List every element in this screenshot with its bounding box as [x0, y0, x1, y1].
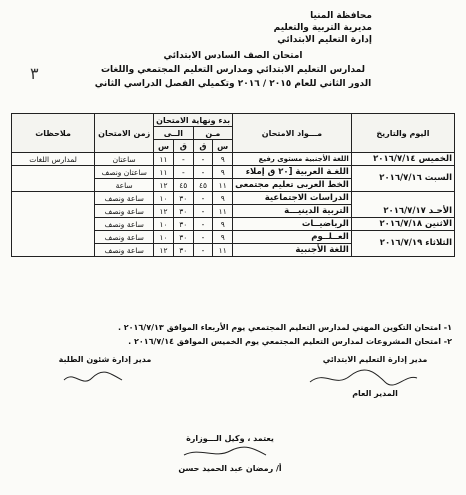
row-to-q: ٣٠: [173, 218, 193, 231]
row-subject: التربية الدينيـــة: [233, 205, 352, 218]
row-from-q: -: [193, 244, 213, 257]
row-duration: ساعة ونصف: [95, 192, 154, 205]
row-subject: الدراسات الاجتماعية: [233, 192, 352, 205]
row-from-s: ١١: [213, 244, 233, 257]
exam-title: امتحان الصف السادس الابتدائي: [163, 51, 303, 61]
header-s: س: [213, 140, 233, 153]
header-duration: زمن الامتحان: [95, 114, 154, 153]
row-day: السبت ٢٠١٦/٧/١٦: [351, 166, 454, 192]
row-to-s: ١١: [154, 166, 174, 179]
row-from-s: ٩: [213, 231, 233, 244]
row-to-q: -: [173, 166, 193, 179]
row-subject: الرياضيــات: [233, 218, 352, 231]
row-duration: ساعة ونصف: [95, 231, 154, 244]
row-duration: ساعة ونصف: [95, 218, 154, 231]
row-to-q: ٣٠: [173, 244, 193, 257]
page-mark: ٣: [30, 64, 39, 83]
row-to-s: ١١: [154, 153, 174, 166]
row-from-q: -: [193, 192, 213, 205]
row-from-q: -: [193, 153, 213, 166]
row-duration: ساعتان: [95, 153, 154, 166]
student-affairs-signature: [60, 368, 130, 390]
primary-director-title: مدير إدارة التعليم الابتدائي: [322, 355, 428, 364]
administration-line: إدارة التعليم الابتدائي: [277, 35, 372, 45]
header-from: مـن: [193, 127, 232, 140]
header-to: الــى: [154, 127, 193, 140]
row-to-s: ١٢: [154, 205, 174, 218]
exam-subtitle: لمدارس التعليم الابتدائي ومدارس التعليم المجتمعي واللغات: [100, 65, 366, 75]
table-row: [12, 153, 455, 166]
row-from-s: ١١: [213, 205, 233, 218]
row-day: الاثنين ٢٠١٦/٧/١٨: [351, 218, 454, 231]
row-from-s: ١١: [213, 179, 233, 192]
row-notes: لمدارس اللغات: [12, 153, 95, 166]
row-subject: اللغـة العربية [٢٠ ق إملاء: [233, 166, 352, 179]
row-to-q: ٤٥: [173, 179, 193, 192]
header-notes: ملاحظات: [12, 114, 95, 153]
row-from-s: ٩: [213, 166, 233, 179]
row-subject: الخط العربى تعليم مجتمعى: [233, 179, 352, 192]
directorate-line: مديرية التربية والتعليم: [273, 23, 372, 33]
row-to-s: ١٠: [154, 218, 174, 231]
approval-line: يعتمد ، وكيل الـــوزارة: [186, 434, 274, 443]
general-director-title: المدير العام: [352, 389, 398, 398]
row-day: الثلاثاء ٢٠١٦/٧/١٩: [351, 231, 454, 257]
row-from-q: -: [193, 231, 213, 244]
row-from-s: ٩: [213, 218, 233, 231]
row-to-q: ٣٠: [173, 231, 193, 244]
governorate-line: محافظة المنيا: [310, 11, 372, 21]
row-from-q: -: [193, 205, 213, 218]
row-to-q: ٣٠: [173, 205, 193, 218]
row-subject: اللغة الأجنبية مستوى رفيع: [233, 153, 352, 166]
row-to-s: ١٢: [154, 244, 174, 257]
row-to-s: ١٠: [154, 192, 174, 205]
header-start-end: بدء ونهاية الامتحان: [154, 114, 233, 127]
row-from-q: -: [193, 218, 213, 231]
row-from-q: -: [193, 166, 213, 179]
row-from-s: ٩: [213, 192, 233, 205]
row-to-q: ٣٠: [173, 192, 193, 205]
exam-schedule-table: [11, 113, 455, 257]
row-duration: ساعة: [95, 179, 154, 192]
primary-director-signature: [305, 368, 425, 390]
approver-name: أ/ رمضان عبد الحميد حسن: [178, 464, 282, 473]
table-row: [12, 166, 455, 179]
table-row: [12, 192, 455, 205]
header-subject: مـــواد الامتحان: [233, 114, 352, 153]
row-duration: ساعة ونصف: [95, 244, 154, 257]
row-day: الخميس ٢٠١٦/٧/١٤: [351, 153, 454, 166]
row-subject: العــلــوم: [233, 231, 352, 244]
row-to-s: ١٠: [154, 231, 174, 244]
row-subject: اللغة الأجنبية: [233, 244, 352, 257]
row-day: الأحـد ٢٠١٦/٧/١٧: [351, 192, 454, 218]
table-header-row: [12, 114, 455, 127]
note-2: ٢- امتحان المشروعات لمدارس التعليم المجتمعي يوم الخميس الموافق ٢٠١٦/٧/١٤ .: [128, 337, 452, 346]
note-1: ١- امتحان التكوين المهني لمدارس التعليم المجتمعي يوم الأربعاء الموافق ٢٠١٦/٧/١٣ .: [117, 323, 452, 332]
exam-session: الدور الثاني للعام ٢٠١٥ / ٢٠١٦ وتكميلي الفصل الدراسي الثاني: [94, 79, 372, 89]
row-to-q: -: [173, 153, 193, 166]
row-to-s: ١٢: [154, 179, 174, 192]
row-from-q: ٤٥: [193, 179, 213, 192]
row-from-s: ٩: [213, 153, 233, 166]
row-duration: ساعة ونصف: [95, 205, 154, 218]
row-notes: [12, 166, 95, 192]
header-day-date: اليوم والتاريخ: [351, 114, 454, 153]
row-duration: ساعتان ونصف: [95, 166, 154, 179]
row-notes: [12, 192, 95, 257]
header-q: ق: [193, 140, 213, 153]
header-q: ق: [173, 140, 193, 153]
header-s: س: [154, 140, 174, 153]
undersecretary-signature: [180, 445, 270, 461]
student-affairs-title: مدير إدارة شئون الطلبة: [58, 355, 152, 364]
